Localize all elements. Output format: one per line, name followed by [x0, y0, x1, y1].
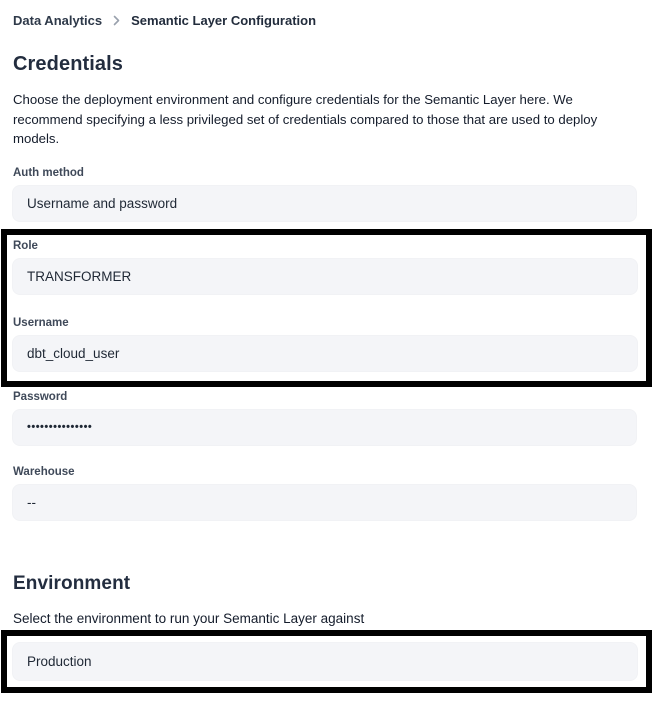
breadcrumb-item-data-analytics[interactable]: Data Analytics: [13, 13, 103, 28]
environment-selected-value: Production: [27, 653, 92, 669]
warehouse-value: --: [27, 494, 36, 510]
credentials-description: Choose the deployment environment and configure credentials for the Semantic Layer here. We recommend specifying a less privileged set of credentials compared to those that are used to deploy models.: [13, 92, 598, 146]
username-input[interactable]: [12, 335, 638, 372]
role-value: TRANSFORMER: [27, 268, 132, 284]
auth-method-input[interactable]: [12, 185, 637, 222]
environment-section-title: Environment: [13, 572, 131, 594]
auth-method-label: Auth method: [13, 166, 84, 179]
annotation-highlight-role-username: [1, 229, 652, 387]
auth-method-value: Username and password: [27, 195, 178, 211]
password-input[interactable]: [12, 409, 637, 446]
breadcrumb-item-semantic-layer-configuration[interactable]: Semantic Layer Configuration: [131, 13, 317, 28]
role-label: Role: [13, 239, 38, 252]
warehouse-label: Warehouse: [13, 465, 75, 478]
password-label: Password: [13, 390, 68, 403]
username-value: dbt_cloud_user: [27, 345, 120, 361]
environment-select[interactable]: [12, 642, 638, 681]
breadcrumb: [0, 0, 661, 28]
username-label: Username: [13, 316, 69, 329]
warehouse-input[interactable]: [12, 484, 637, 521]
credentials-section-title: Credentials: [13, 53, 124, 75]
annotation-highlight-environment: [1, 630, 652, 693]
environment-description: Select the environment to run your Semantic Layer against: [13, 610, 365, 626]
role-input[interactable]: [12, 258, 638, 295]
password-masked-value: •••••••••••••••: [27, 421, 93, 433]
chevron-right-icon: [111, 15, 122, 26]
